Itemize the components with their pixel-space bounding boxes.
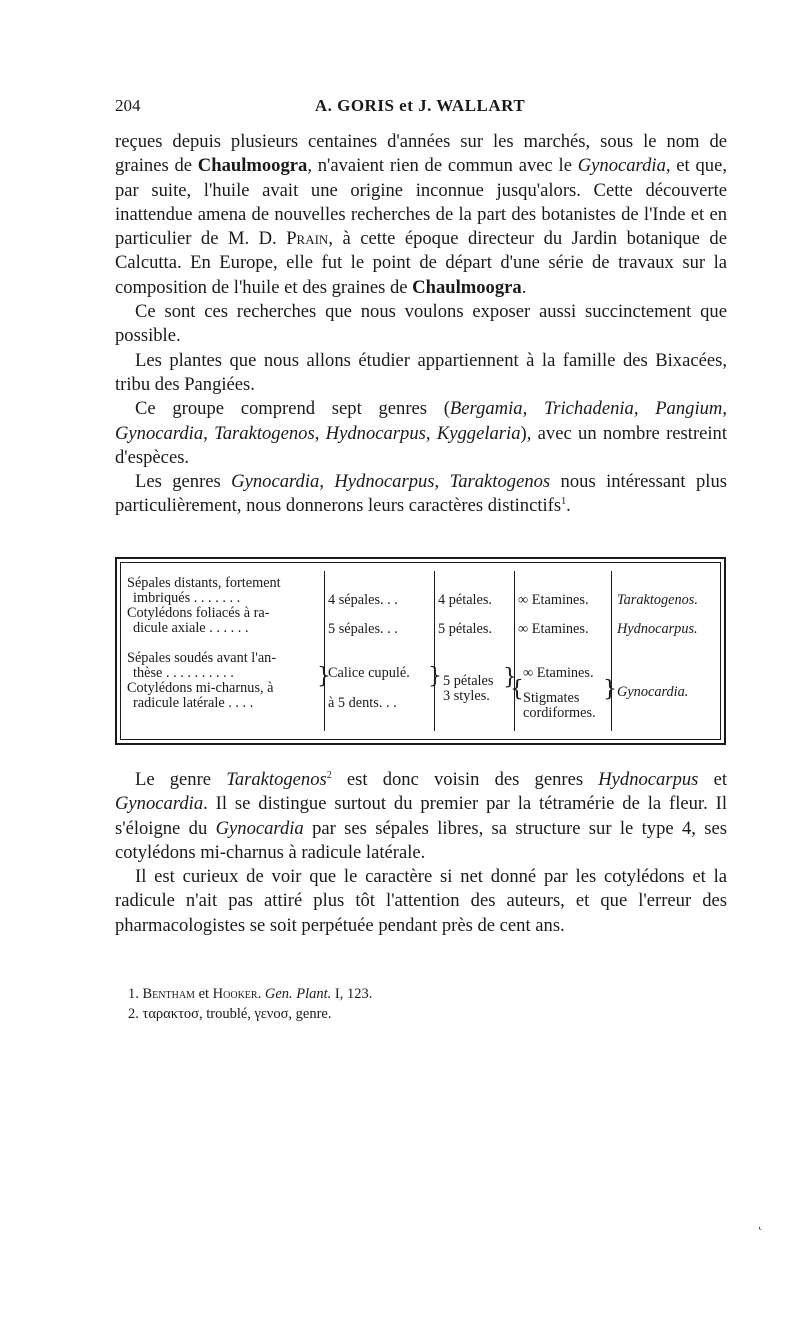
brace-icon: } — [603, 677, 617, 702]
paragraph-4: Ce groupe comprend sept genres (Bergamia, Trichadenia, Pangium, Gynocardia, Taraktogenos, Hydnocarpus, Kyggelaria), avec un nombre restreint d'espèces. — [115, 398, 728, 468]
page-number: 204 — [115, 96, 141, 115]
running-head: A. GORIS et J. WALLART — [314, 96, 526, 115]
paragraph-6: Le genre Taraktogenos$^2$ est donc voisin des genres Hydnocarpus et Gynocardia. Il se distingue surtout du premier par la tétramérie de la fleur. Il s'éloigne du Gynocardia par ses sépales libres, sa structure sur le type 4, ses cotylédons mi-charnus à radicule latérale. — [115, 769, 727, 863]
table-cell: Stigmates — [523, 690, 580, 706]
table-cell: ∞ Etamines. — [518, 621, 589, 637]
table-cell: ∞ Etamines. — [523, 665, 594, 681]
table-cell: Taraktogenos. — [617, 592, 698, 608]
body-text-bottom — [115, 768, 727, 938]
footnote-ref-1: 1 — [561, 496, 567, 508]
footnotes — [128, 984, 708, 1024]
table-cell: Gynocardia. — [617, 684, 689, 700]
chaulmoogra-term: Chaulmoogra — [412, 276, 522, 298]
body-text-top — [115, 130, 727, 519]
brace-icon: } — [428, 664, 442, 689]
table-cell: 4 pétales. — [438, 592, 492, 608]
genera-comparison-table — [115, 557, 726, 745]
brace-icon: } — [317, 664, 331, 689]
table-cell: 4 sépales. . . — [328, 592, 398, 608]
footnote-2: 2. ταρακτοσ, troublé, γενοσ, genre. — [128, 1006, 332, 1022]
column-divider — [324, 571, 325, 731]
table-cell: Sépales soudés avant l'an- — [127, 650, 277, 666]
table-cell: imbriqués . . . . . . . — [133, 590, 241, 606]
table-cell: 5 sépales. . . — [328, 621, 398, 637]
footnote-ref-2: 2 — [326, 769, 332, 781]
table-cell: 5 pétales. — [438, 621, 492, 637]
paragraph-2: Ce sont ces recherches que nous voulons exposer aussi succinctement que possible. — [115, 301, 727, 347]
paragraph-3: Les plantes que nous allons étudier appartiennent à la famille des Bixacées, tribu des Pangiées. — [115, 349, 727, 395]
chaulmoogra-term: Chaulmoogra — [197, 155, 308, 177]
table-cell: à 5 dents. . . — [328, 695, 397, 711]
footnote-1: 1. Bentham et Hooker. Gen. Plant. I, 123. — [128, 986, 373, 1002]
paragraph-7: Il est curieux de voir que le caractère si net donné par les cotylédons et la radicule n'ait pas attiré plus tôt l'attention des auteurs, et que l'erreur des pharmacologistes se soit perpétuée pendant près de cent ans. — [115, 866, 727, 936]
paragraph-5: Les genres Gynocardia, Hydnocarpus, Taraktogenos nous intéressant plus particulièrement, nous donnerons leurs caractères distinctifs$^1$. — [115, 471, 727, 517]
table-cell: Cotylédons mi-charnus, à — [127, 680, 274, 696]
table-cell: Hydnocarpus. — [617, 621, 698, 637]
table-cell: Cotylédons foliacés à ra- — [127, 605, 270, 621]
brace-icon: { — [510, 677, 524, 702]
column-divider — [434, 571, 435, 731]
table-cell: ∞ Etamines. — [518, 592, 589, 608]
author-name: Prain — [286, 228, 329, 250]
table-cell: radicule latérale . . . . — [133, 695, 254, 711]
page-header — [115, 96, 725, 120]
column-divider — [611, 571, 612, 731]
table-cell: Calice cupulé. — [328, 665, 410, 681]
table-cell: cordiformes. — [523, 705, 596, 721]
table-cell: 3 styles. — [443, 688, 490, 704]
column-divider — [514, 571, 515, 731]
table-cell: thèse . . . . . . . . . . — [133, 665, 234, 681]
table-cell: dicule axiale . . . . . . — [133, 620, 249, 636]
paragraph-1: reçues depuis plusieurs centaines d'années sur les marchés, sous le nom de graines de Chaulmoogra, n'avaient rien de commun avec le Gynocardia, et que, par suite, l'huile avait une origine inconnue jusqu'alors. Cette découverte inattendue amena de nouvelles recherches de la part des botanistes de l'Inde et en particulier de M. D. Prain, à cette époque directeur du Jardin botanique de Calcutta. En Europe, elle fut le point de départ d'une série de travaux sur la composition de l'huile et des graines de Chaulmoogra. — [115, 131, 727, 298]
scan-mark: ˛ — [758, 1216, 763, 1231]
table-cell: Sépales distants, fortement — [127, 575, 281, 591]
table-cell: 5 pétales — [443, 673, 494, 689]
brace-icon: } — [503, 665, 517, 690]
